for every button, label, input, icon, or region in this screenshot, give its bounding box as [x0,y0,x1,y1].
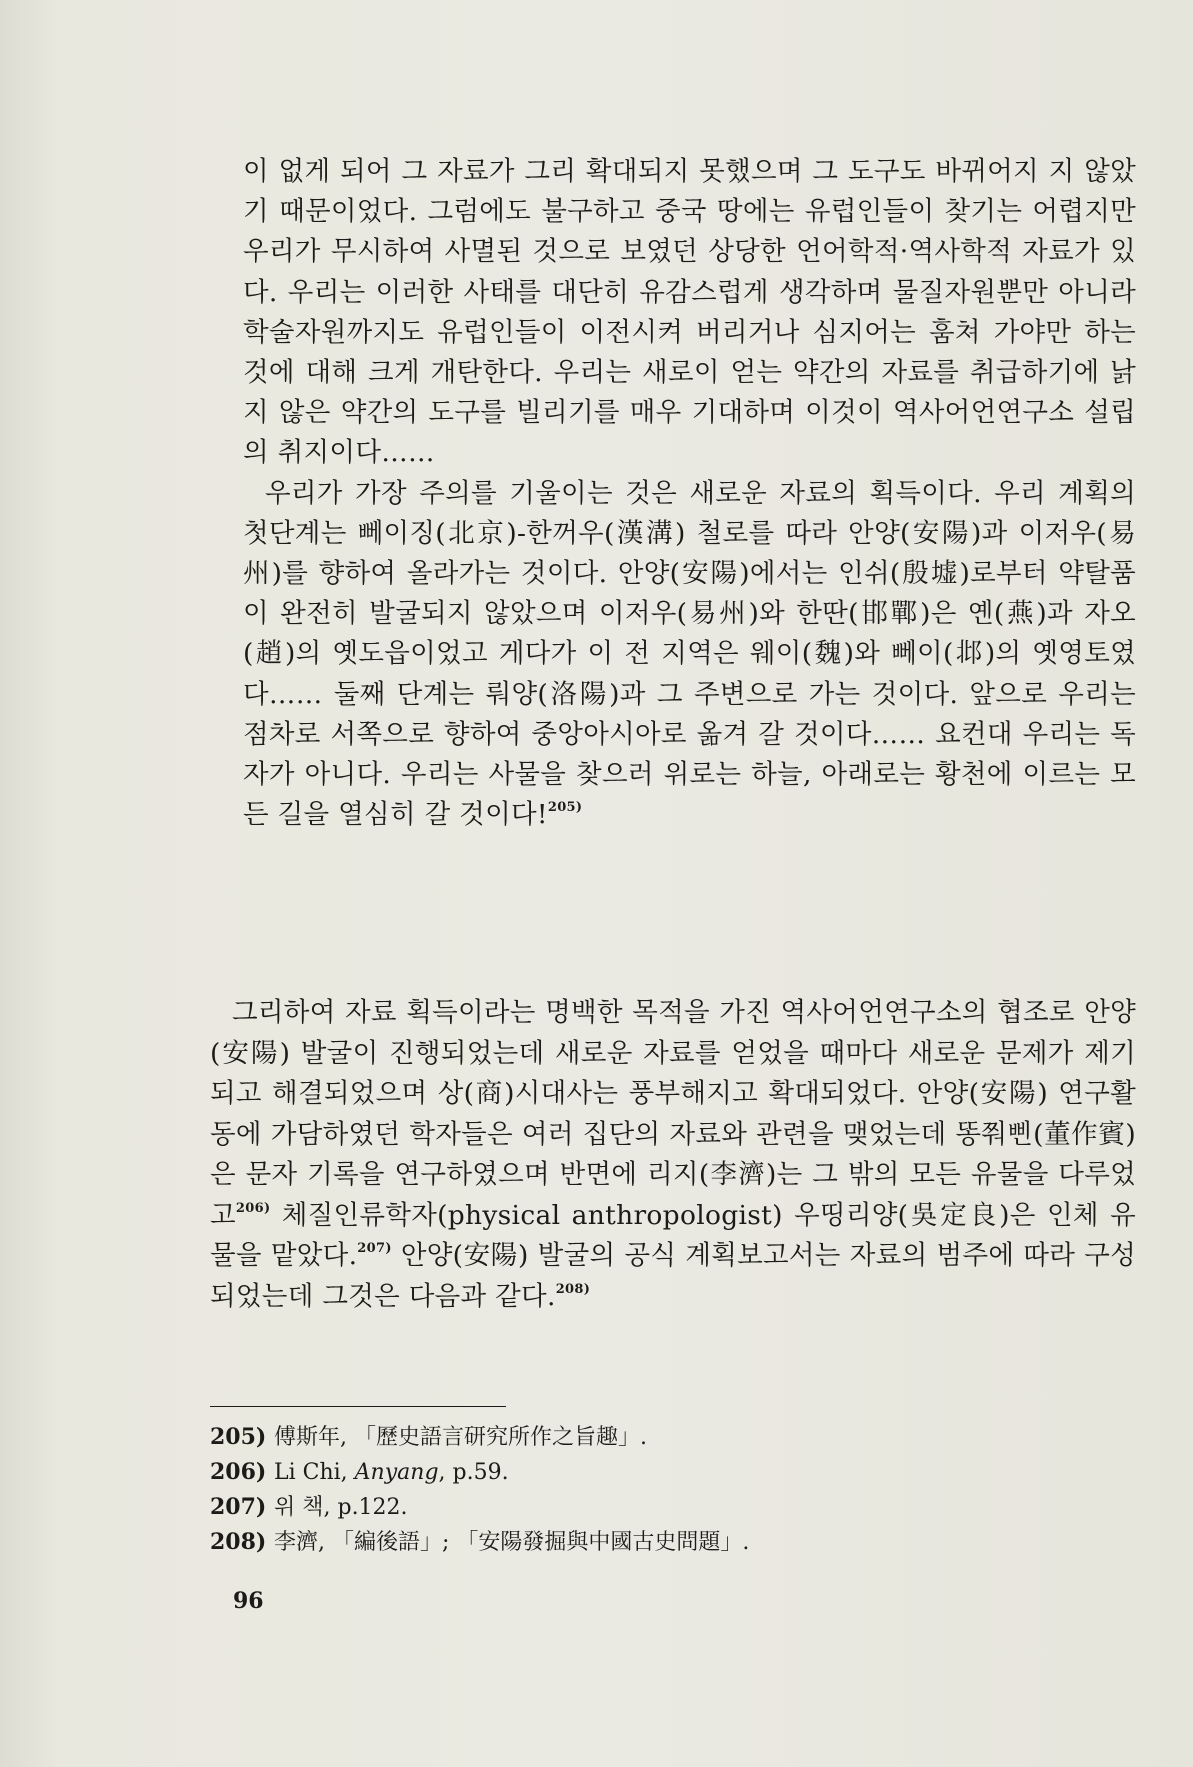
body-text-segment-3: 안양(安陽) 발굴의 공식 계획보고서는 자료의 범주에 따라 구성되었는데 그것은 다음과 같다. [210,1240,1136,1312]
footnote-text: 李濟, 「編後語」; 「安陽發掘與中國古史問題」. [274,1530,750,1555]
footnote-number: 208) [210,1529,267,1555]
footnote-author: Li Chi, [274,1460,355,1485]
footnote-ref-207[interactable]: 207) [357,1241,392,1256]
footnote-page: , p.59. [438,1460,509,1485]
footnote-205 [210,1420,1110,1455]
footnote-ref-205[interactable]: 205) [547,800,583,816]
block-quote [243,152,1136,835]
body-text-segment-1: 그리하여 자료 획득이라는 명백한 목적을 가진 역사어언연구소의 협조로 안양(安陽) 발굴이 진행되었는데 새로운 자료를 얻었을 때마다 새로운 문제가 제기되고 해결되었으며 상(商)시대사는 풍부해지고 확대되었다. 안양(安陽) 연구활동에 가담하였던 학자들은 여러 집단의 자료와 관련을 맺었는데 똥쭤삔(董作賓)은 문자 기록을 연구하였으며 반면에 리지(李濟)는 그 밖의 모든 유물을 다루었고 [210,997,1136,1231]
footnote-206 [210,1455,1110,1490]
quote-paragraph-1: 이 없게 되어 그 자료가 그리 확대되지 못했으며 그 도구도 바뀌어지 지 않았기 때문이었다. 그럼에도 불구하고 중국 땅에는 유럽인들이 찾기는 어렵지만 우리가 무시하여 사멸된 것으로 보였던 상당한 언어학적·역사학적 자료가 있다. 우리는 이러한 사태를 대단히 유감스럽게 생각하며 물질자원뿐만 아니라 학술자원까지도 유럽인들이 이전시켜 버리거나 심지어는 훔쳐 가야만 하는 것에 대해 크게 개탄한다. 우리는 새로이 얻는 약간의 자료를 취급하기에 낡지 않은 약간의 도구를 빌리기를 매우 기대하며 이것이 역사어언연구소 설립의 취지이다…… [243,156,1136,469]
quote-paragraph-2 [243,474,1136,836]
footnote-number: 207) [210,1494,267,1520]
page-number: 96 [233,1588,264,1614]
footnote-divider [210,1406,506,1407]
footnote-number: 205) [210,1424,267,1450]
footnote-text: 傅斯年, 「歷史語言研究所作之旨趣」. [274,1425,647,1450]
footnote-207 [210,1490,1110,1525]
body-paragraph-text [210,993,1136,1317]
footnote-208 [210,1525,1110,1560]
body-paragraph [210,993,1136,1317]
footnotes [210,1420,1110,1560]
footnote-book-title: Anyang [354,1460,439,1485]
body-text-segment-2: 체질인류학자(physical anthropologist) 우띵리양(吳定良)은 인체 유물을 맡았다. [210,1199,1136,1271]
footnote-text: 위 책, p.122. [274,1495,408,1520]
footnote-ref-208[interactable]: 208) [555,1281,591,1297]
quote-paragraph-2-text: 우리가 가장 주의를 기울이는 것은 새로운 자료의 획득이다. 우리 계획의 첫단계는 뻬이징(北京)-한꺼우(漢溝) 철로를 따라 안양(安陽)과 이저우(易州)를 향하여 올라가는 것이다. 안양(安陽)에서는 인쉬(殷墟)로부터 약탈품이 완전히 발굴되지 않았으며 이저우(易州)와 한딴(邯鄲)은 옌(燕)과 자오(趙)의 옛도읍이었고 게다가 이 전 지역은 웨이(魏)와 뻬이(邶)의 옛영토였다…… 둘째 단계는 뤄양(洛陽)과 그 주변으로 가는 것이다. 앞으로 우리는 점차로 서쪽으로 향하여 중앙아시아로 옮겨 갈 것이다…… 요컨대 우리는 독자가 아니다. 우리는 사물을 찾으러 위로는 하늘, 아래로는 황천에 이르는 모든 길을 열심히 갈 것이다! [243,477,1136,831]
footnote-number: 206) [210,1459,267,1485]
footnote-text [274,1456,509,1490]
footnote-ref-206[interactable]: 206) [235,1200,271,1216]
